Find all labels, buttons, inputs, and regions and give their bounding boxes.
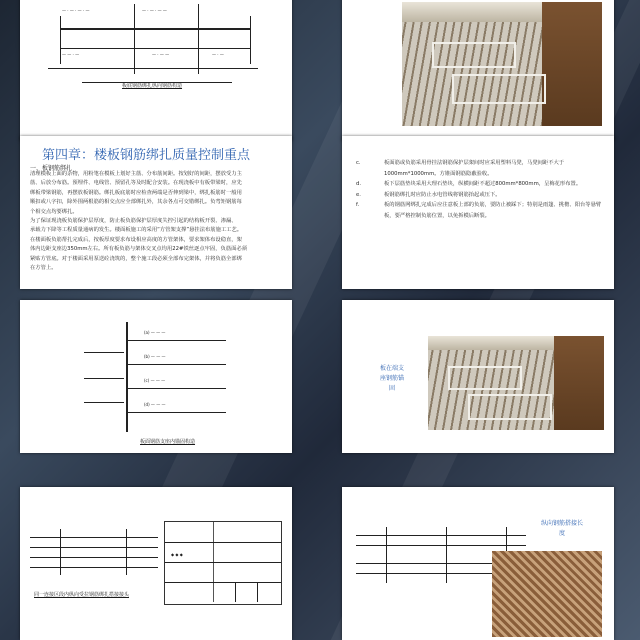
diagram-caption: 板底钢筋绑扎纵向钢筋构造: [122, 83, 183, 89]
construction-diagram: — · — · — · — — · — · — — — — · — — · — — — · —: [42, 4, 264, 96]
section-heading: 一、板钢筋绑扎: [30, 165, 73, 172]
slide-1-rebar-diagram[interactable]: [20, 0, 292, 141]
body-line: 筋、后放分布筋。预埋件、电线管、预留孔等及时配合安装。在现浇板中有板带梁时，应先: [30, 180, 242, 187]
diagram-caption: 板面钢筋支座内锚固构造: [140, 439, 196, 445]
item-label: f.: [356, 202, 360, 208]
body-line: 体内边距支座边350mm左右。所有板负筋与架体交叉点均用22#铁丝逐点牢固，负筋面必须: [30, 246, 248, 253]
list-item: [356, 200, 608, 221]
body-line: 在方管上。: [30, 265, 57, 272]
item-text: 板下层筋垫块采用大理石垫块，纵横间距不超过800mm*800mm，呈梅花形布置。: [384, 181, 582, 187]
requirements-list: [356, 158, 608, 221]
item-label: c.: [356, 160, 361, 166]
slide-7-splice-diagrams[interactable]: [20, 487, 292, 640]
slide-5-anchorage-diagram[interactable]: [20, 300, 292, 453]
item-text: 板钢筋绑扎时应防止水电管线将钢筋抬起或压下。: [384, 191, 501, 198]
item-text: 板面筋或负筋采用骨挂法钢筋保护层架间时应采用塑料马凳，马凳间距不大于1000mm*1000mm。方锥面钢筋隐蔽验收。: [384, 160, 565, 177]
item-text: 板的钢筋网绑扎完成后应注意板上部的负筋，要防止被踩下；特别是雨篷、挑檐、阳台等悬臂板，要严格控制负筋位置，以免拆模后断裂。: [384, 202, 602, 219]
body-line: 绑板带梁钢筋，再摆放板钢筋。绑扎板底筋时应检查两端是否伸到梁中，绑扎板筋时一般用: [30, 189, 242, 196]
construction-site-photo: [402, 2, 602, 126]
photo-label: 板在端支座钢筋锚固: [380, 365, 405, 392]
anchorage-diagram: (a) — — — (b) — — — (c) — — — (d) — — —: [84, 322, 234, 442]
slide-3-quality-control[interactable]: [20, 136, 292, 289]
list-item: [356, 179, 608, 190]
body-line: 在楼面板负筋帮扎完成后，按板厚度要求布设相应高度的方管架体，要求架体布设稳直，架: [30, 236, 242, 243]
slide-6-anchorage-photo[interactable]: [342, 300, 614, 453]
body-line: 顺扣或八字扣，除外围两根筋的相交点应全部绑扎外，其余各点可交错绑扎。负弯矩钢筋每: [30, 199, 242, 206]
body-line: 承载力下降等工程质量通病的发生。楼面板施工的采用“方管架支撑”悬挂法布筋施工工艺。: [30, 227, 243, 234]
construction-site-photo: [428, 336, 604, 430]
body-line: 紧贴方管底。对于楼面采用泵送砼浇筑的，整个施工段必须全部布完架体，并将负筋全部绑: [30, 255, 242, 262]
slide-4-requirements-list[interactable]: [342, 136, 614, 289]
item-label: d.: [356, 181, 362, 187]
item-label: e.: [356, 191, 361, 198]
body-line: 为了保证现浇板负筋保护层厚度，防止板负筋保护层厚度失控引起的结构板开裂、渗漏、: [30, 218, 237, 225]
splice-diagram: [30, 527, 158, 587]
chapter-title: 第四章：楼板钢筋绑扎质量控制重点: [42, 148, 251, 163]
list-item: [356, 158, 608, 179]
list-item: [356, 190, 608, 201]
photo-label: 纵向钢筋搭接长度: [540, 520, 583, 537]
diagram-caption: 同一连接区段内纵向受拉钢筋绑扎搭接接头: [34, 592, 130, 598]
splice-length-table: ◆ ◆ ◆: [164, 521, 282, 605]
slide-8-splice-length[interactable]: [342, 487, 614, 640]
rebar-mesh-photo: [492, 551, 602, 637]
body-line: 清理模板上面的杂物，用粉笔在模板上划好主筋、分布筋间距。按划好的间距，摆放受力主: [30, 171, 242, 177]
slide-2-site-photo[interactable]: [342, 0, 614, 141]
body-text: [30, 170, 286, 273]
body-line: 个相交点均要绑扎。: [30, 208, 78, 215]
